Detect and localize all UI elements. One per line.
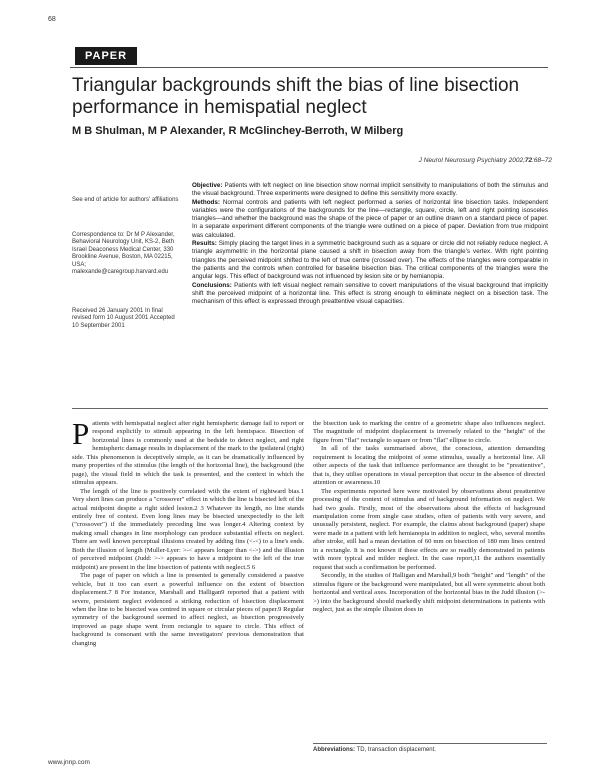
abstract-divider (72, 408, 548, 409)
abbreviations-text: TD, transaction displacement. (356, 747, 436, 753)
page-number: 68 (48, 16, 56, 23)
sidebar-dates: Received 26 January 2001 In final revised form 10 August 2001 Accepted 10 September 2001 (72, 308, 175, 329)
body-paragraph: In all of the tasks summarised above, the conscious, attention demanding requirement is locating the midpoint of some stimulus, usually a horizontal line. All other aspects of the task that influence performance are thought to be "preattentive", that is, they utilise operations in visual perception that occur in the absence of directed attention or awareness.10 (313, 445, 545, 487)
body-paragraph: the bisection task to marking the centre of a geometric shape also influences neglect. The magnitude of midpoint displacement is inversely related to the "height" of the figure from "flat" rectangle to square or from "flat" ellipse to circle. (313, 420, 545, 444)
body-paragraph: The experiments reported here were motivated by observations about preattentive processing of the context of stimulus and of background information on neglect. We had two goals. Firstly, most of the observations about the effects of background manipulation come from single case studies, often of patients with very severe, and unusually persistent, neglect. For example, the claims about background (paper) shape were made in a patient with left hemianopia in addition to neglect, who, several months after stroke, still had a mean deviation of 60 mm on bisection of 180 mm lines centred in a rectangle. It is not known if these effects are so readily demonstrated in patients with more typical and milder neglect. In the case report,11 the authors essentially request that such a confirmation be performed. (313, 487, 545, 571)
section-label: PAPER (75, 47, 137, 65)
journal-citation (419, 157, 552, 164)
abstract-objective (192, 182, 548, 199)
sidebar-correspondence: Correspondence to: Dr M P Alexander, Behavioral Neurology Unit, KS-2, Beth Israel Deaconess Medical Center, 330 Brookline Avenue, Boston, MA 02215, USA; malexande@caregroup.harvard.edu (72, 232, 175, 276)
paragraph-text: atients with hemispatial neglect after right hemispheric damage fail to report or respond explicitly to stimuli appearing in the left hemispace. Bisection of horizontal lines is commonly used at the bedside to detect neglect, and right hemispheric damage results in displacement of the mark to the ipsilateral (right) side. This phenomenon is deceptively simple, as it can be dramatically influenced by many properties of the stimulus (the length of the horizontal line), the background (the page), the visual field in which the task is presented, and the context in which the stimulus appears. (72, 420, 304, 487)
body-column-right (313, 420, 545, 614)
journal-url-link[interactable]: www.jnnp.com (48, 759, 90, 766)
abbreviations-footnote (313, 747, 547, 753)
drop-cap: P (72, 416, 90, 451)
results-label: Results: (192, 240, 217, 248)
objective-text: Patients with left neglect on line bisection show normal implicit sensitivity to manipulations of both the stimulus and the visual background. Three experiments were designed to define this sensitivity more exactly. (192, 182, 548, 198)
body-paragraph: The length of the line is positively correlated with the extent of rightward bias.1 Very short lines can produce a "crossover" effect in which the line is bisected left of the actual midpoint despite a right sided lesion.2 3 Whatever its length, no line stands entirely free of context. Even long lines may be bisected unexpectedly to the left ("crossover") if the immediately preceding line was longer.4 Altering context by making small changes in line morphology can produce substantial effects on neglect. There are well known perceptual illusions created by adding fins (<-<) to a line's ends. Both the illusion of length (Muller-Lyer: >-< appears longer than <->) and the illusion of perceived midpoint (Judd: >-> appears to have a midpoint to the left of the true midpoint) are present in the line bisection of patients with neglect.5 6 (72, 487, 304, 571)
abstract (192, 182, 548, 306)
body-paragraph: The page of paper on which a line is presented is generally considered a passive vehicle, but it too can exert a powerful influence on the extent of bisection displacement.7 8 For instance, Marshall and Halligan9 reported that a patient with severe, persistent neglect evidenced a striking reduction of bisection displacement when the line to be bisected was centred in square or circular pieces of paper.9 Regular symmetry of the background seemed to affect neglect, as bisection progressively improved as page shape went from rectangle to square to circle. This effect of background is consonant with the same investigators' previous demonstration that changing (72, 572, 304, 647)
methods-text: Normal controls and patients with left neglect performed a series of horizontal line bisection tasks. Independent variables were the configurations of the backgrounds for the line—rectangle, square, circle, left and right pointing isosceles triangles—and whether the background was the shape of the piece of paper or an outline drawn on a standard piece of paper. In a separate experiment different components of the triangle were outlined on a piece of paper. Deviation from true midpoint was calculated. (192, 198, 549, 239)
objective-label: Objective: (192, 182, 223, 189)
citation-pages: :68–72 (532, 157, 552, 164)
results-text: Simply placing the target lines in a symmetric background such as a square or circle did not reliably reduce neglect. A triangle asymmetric in the horizontal plane caused a shift in bisection away from the triangle's vertex. With right pointing triangles the perceived midpoint shifted to the left of true centre (crossed over). The effects of the triangles were comparable in the patients and the controls when controlled for baseline bisection bias. The critical components of the triangles were the angular legs. This effect of background was not influenced by lesion site or by hemianopia. (192, 240, 549, 281)
conclusions-text: Patients with left visual neglect remain sensitive to covert manipulations of the visual background that implicitly shift the perceived midpoint of a horizontal line. This effect is strong enough to eliminate neglect on a bisection task. The mechanism of this effect is expressed through preattentive visual capacities. (192, 281, 548, 306)
author-list: M B Shulman, M P Alexander, R McGlinchey-Berroth, W Milberg (72, 125, 404, 137)
sidebar-affiliations-note: See end of article for authors' affiliations (72, 197, 179, 203)
header-rule (70, 67, 548, 68)
abbreviations-label: Abbreviations: (313, 747, 356, 753)
footnote-rule (313, 743, 547, 744)
methods-label: Methods: (192, 198, 220, 206)
body-column-left (72, 416, 304, 648)
citation-prefix: J Neurol Neurosurg Psychiatry 2002; (418, 157, 525, 164)
article-title: Triangular backgrounds shift the bias of line bisection performance in hemispatial neglect (72, 75, 520, 118)
body-paragraph: Secondly, in the studies of Halligan and Marshall,9 both "height" and "length" of the stimulus figure or the background were manipulated, but all were symmetric about both horizontal and vertical axes. Incorporation of the horizontal bias in the Judd illusion (>->) into the background should markedly shift midpoint determinations in patients with neglect, just as the simple illusion does in (313, 572, 545, 613)
conclusions-label: Conclusions: (192, 281, 232, 289)
body-paragraph (72, 416, 304, 488)
citation-volume: 72 (524, 157, 533, 164)
abstract-methods (192, 199, 548, 240)
abstract-conclusions (192, 282, 548, 307)
abstract-results (192, 240, 548, 281)
